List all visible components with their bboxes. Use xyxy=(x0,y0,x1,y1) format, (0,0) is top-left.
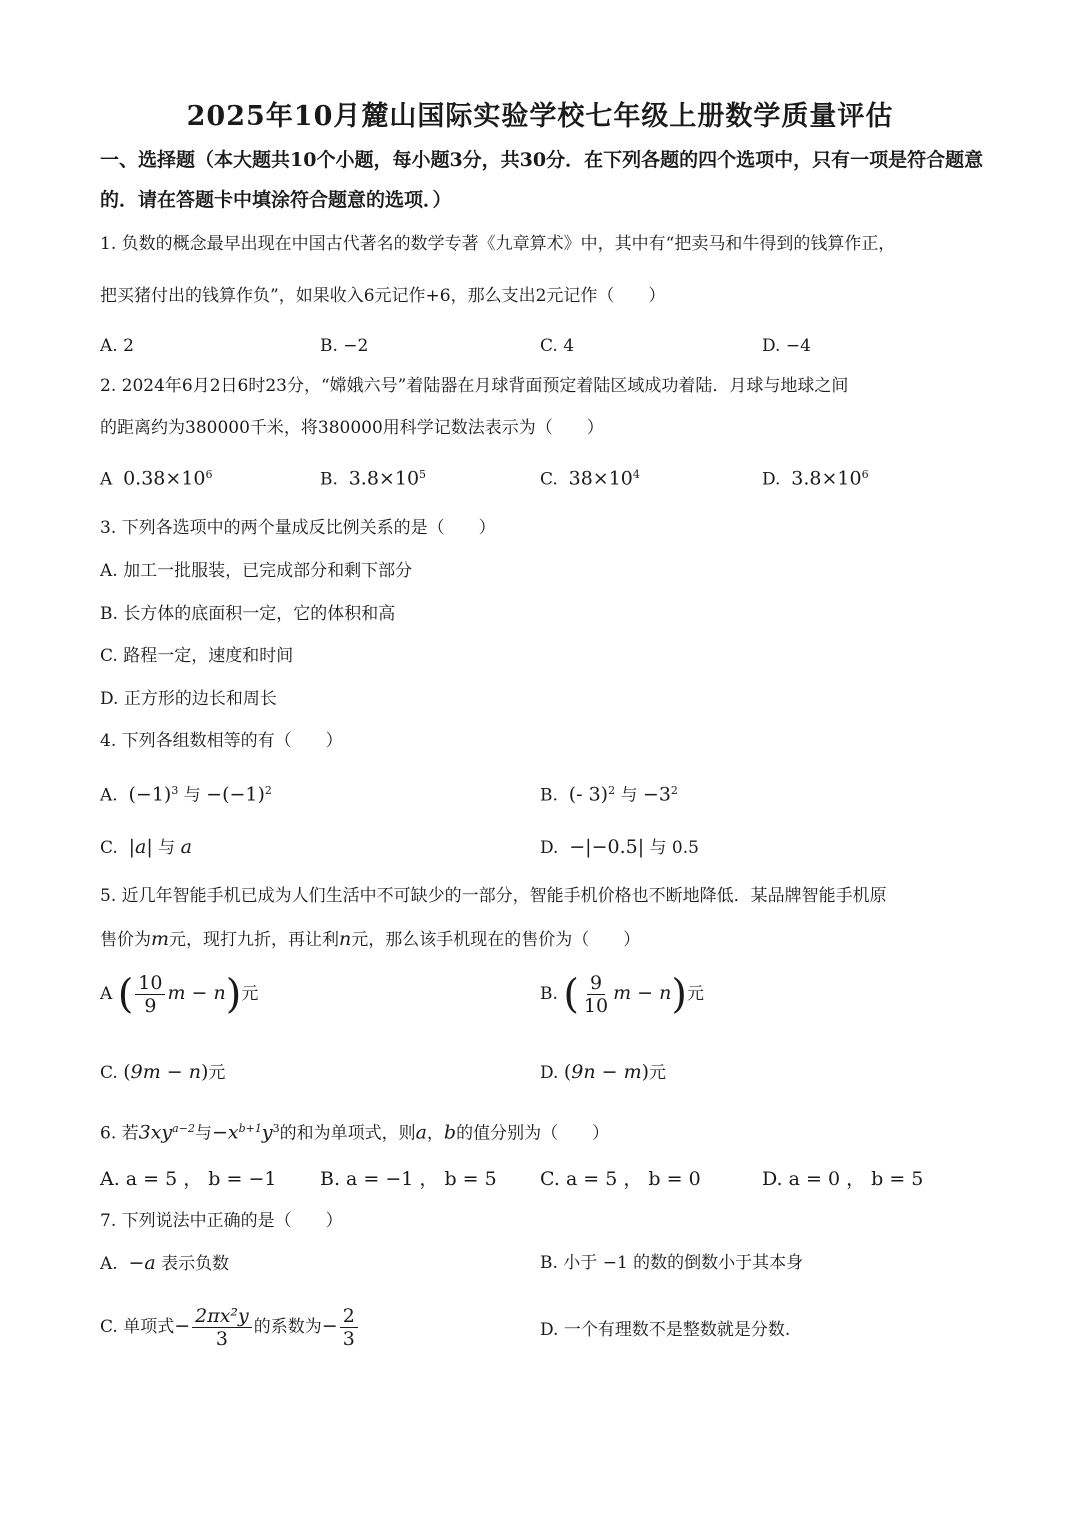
q4-option-b xyxy=(540,779,678,808)
q6-var-a: a xyxy=(415,1121,427,1144)
q2-b-label: B. xyxy=(320,469,338,490)
q2-d-value: 3.8×10 xyxy=(791,467,862,490)
q4-c-label: C. xyxy=(100,838,118,858)
q7-option-d: D. 一个有理数不是整数就是分数. xyxy=(540,1320,791,1340)
q5-d-expr: 9n − m xyxy=(571,1061,642,1083)
q5-c-expr: 9m − n xyxy=(130,1061,201,1083)
q4-a-expr-2: −(−1) xyxy=(206,783,265,806)
q7-option-c: C. 单项式− $\frac{\text{2πx²y}}{3}$ 的系数为− $\frac{2}{3}$ xyxy=(100,1305,360,1350)
question-5-line-1: 5. 近几年智能手机已成为人们生活中不可缺少的一部分，智能手机价格也不断地降低．某品牌智能手机原 xyxy=(100,886,887,906)
q5-option-d: D. (9n − m)元 xyxy=(540,1061,667,1083)
q6-option-a: A. a = 5 ， b = −1 xyxy=(100,1168,277,1190)
q2-a-value: 0.38×10 xyxy=(123,467,206,490)
q4-option-d xyxy=(540,835,699,860)
q5-b-fraction xyxy=(581,972,611,1017)
q5-b-rest: m − n xyxy=(613,982,672,1004)
q4-c-variable: a xyxy=(180,836,192,858)
q2-c-exponent: 4 xyxy=(632,468,640,481)
q6-term-2-y: y xyxy=(261,1121,273,1144)
q4-b-label: B. xyxy=(540,785,558,806)
q7-c-numerator-2: 2 xyxy=(340,1305,358,1328)
q4-d-label: D. xyxy=(540,838,559,858)
q4-a-exp-2: 2 xyxy=(264,784,272,797)
q7-a-text: 表示负数 xyxy=(161,1254,230,1274)
question-2-line-2: 的距离约为380000千米，将380000用科学记数法表示为（ ） xyxy=(100,418,604,438)
q4-b-connector: 与 xyxy=(620,785,638,806)
question-3-stem: 3. 下列各选项中的两个量成反比例关系的是（ ） xyxy=(100,518,496,538)
q5-a-fraction xyxy=(135,972,165,1017)
q2-option-a xyxy=(100,463,213,492)
q3-option-a: A. 加工一批服装，已完成部分和剩下部分 xyxy=(100,561,413,581)
q1-option-b: B. −2 xyxy=(320,336,369,356)
q5-var-m: m xyxy=(151,928,170,950)
q5-a-label: A xyxy=(100,984,113,1004)
q7-option-b: B. 小于 −1 的数的倒数小于其本身 xyxy=(540,1253,804,1273)
q4-b-expr-1: (- 3) xyxy=(568,783,609,806)
q2-d-exponent: 6 xyxy=(861,468,869,481)
q7-a-label: A. xyxy=(100,1254,118,1274)
q5-b-unit: 元 xyxy=(686,984,704,1004)
q5-d-unit: 元 xyxy=(649,1063,667,1083)
q5-b-label: B. xyxy=(540,984,558,1004)
q6-var-b: b xyxy=(443,1121,457,1144)
q4-a-connector: 与 xyxy=(183,785,201,806)
q7-c-label: C. 单项式 xyxy=(100,1317,175,1337)
section-heading: 一、选择题（本大题共10个小题，每小题3分，共30分．在下列各题的四个选项中，只有一项是符合题意的．请在答题卡中填涂符合题意的选项．） xyxy=(100,149,984,211)
q6-connector: 与 xyxy=(194,1123,212,1144)
q6-term-1: 3xy xyxy=(138,1121,173,1144)
q4-b-exp-1: 2 xyxy=(608,784,616,797)
q2-c-value: 38×10 xyxy=(568,467,633,490)
q4-d-connector: 与 xyxy=(649,838,667,858)
q2-b-value: 3.8×10 xyxy=(348,467,420,490)
q5-text-pre: 售价为 xyxy=(100,930,151,950)
q7-c-fraction-1 xyxy=(192,1305,252,1350)
q4-d-value: 0.5 xyxy=(671,838,699,858)
question-5-line-2 xyxy=(100,927,990,952)
q5-a-denominator: 9 xyxy=(144,995,157,1017)
q7-c-denominator: 3 xyxy=(215,1328,229,1350)
q7-c-denominator-2: 3 xyxy=(342,1328,355,1350)
q6-text-post: 的和为单项式，则 xyxy=(279,1123,416,1144)
q4-a-label: A. xyxy=(100,785,118,806)
q7-c-text: 的系数为 xyxy=(253,1317,322,1337)
q6-term-2-y-exp: 3 xyxy=(272,1122,280,1135)
q7-c-numerator: 2πx²y xyxy=(192,1305,252,1328)
q4-c-expr: |a| xyxy=(128,836,153,858)
q5-a-unit: 元 xyxy=(241,984,259,1004)
q4-d-expr: −|−0.5| xyxy=(569,836,645,858)
q2-a-exponent: 6 xyxy=(205,468,213,481)
q2-a-label: A xyxy=(100,469,113,490)
q7-c-fraction-2 xyxy=(340,1305,358,1350)
q5-d-label: D. xyxy=(540,1063,559,1083)
q4-b-exp-2: 2 xyxy=(670,784,678,797)
q6-option-c: C. a = 5 ， b = 0 xyxy=(540,1168,701,1190)
question-4-stem: 4. 下列各组数相等的有（ ） xyxy=(100,731,343,751)
q5-option-c: C. (9m − n)元 xyxy=(100,1061,226,1083)
q5-b-numerator: 9 xyxy=(587,972,605,995)
question-1-line-1: 1. 负数的概念最早出现在中国古代著名的数学专著《九章算术》中，其中有“把卖马和牛得到的钱算作正， xyxy=(100,234,896,254)
q6-option-d: D. a = 0 ， b = 5 xyxy=(762,1168,924,1190)
q6-term-2-exp: b+1 xyxy=(238,1122,262,1135)
q4-a-exp-1: 3 xyxy=(171,784,179,797)
question-1-line-2: 把买猪付出的钱算作负”，如果收入6元记作+6，那么支出2元记作（ ） xyxy=(100,286,666,306)
q3-option-b: B. 长方体的底面积一定，它的体积和高 xyxy=(100,604,396,624)
q7-option-a xyxy=(100,1251,229,1276)
q6-term-2: −x xyxy=(211,1121,239,1144)
q5-text-mid: 元，现打九折，再让利 xyxy=(169,930,340,950)
q3-option-d: D. 正方形的边长和周长 xyxy=(100,689,277,709)
q5-text-post: 元，那么该手机现在的售价为（ ） xyxy=(351,930,641,950)
q5-option-b: B. ( $\frac{9}{10}$ m − n)元 xyxy=(540,971,704,1018)
q5-a-numerator: 10 xyxy=(135,972,165,995)
q5-a-rest: m − n xyxy=(167,982,226,1004)
q6-text-pre: 6. 若 xyxy=(100,1123,139,1144)
question-6-stem xyxy=(100,1117,990,1146)
q4-option-c xyxy=(100,835,192,860)
q5-b-denominator: 10 xyxy=(583,995,609,1017)
q6-option-b: B. a = −1 ， b = 5 xyxy=(320,1168,497,1190)
q2-option-c xyxy=(540,463,640,492)
q4-a-expr-1: (−1) xyxy=(128,783,172,806)
q1-option-a: A. 2 xyxy=(100,336,134,356)
q6-separator: ， xyxy=(426,1123,444,1144)
q4-option-a xyxy=(100,779,272,808)
q4-b-expr-2: −3 xyxy=(642,783,671,806)
q2-b-exponent: 5 xyxy=(419,468,427,481)
q2-option-d xyxy=(762,463,869,492)
q2-d-label: D. xyxy=(762,469,781,490)
page-title: 2025年10月麓山国际实验学校七年级上册数学质量评估 xyxy=(186,101,894,132)
q6-term-1-exp: a−2 xyxy=(172,1122,195,1135)
q5-c-unit: 元 xyxy=(208,1063,226,1083)
q5-var-n: n xyxy=(339,928,352,950)
q2-option-b xyxy=(320,463,426,492)
q5-c-label: C. xyxy=(100,1063,118,1083)
q1-option-c: C. 4 xyxy=(540,336,575,356)
q7-a-expr: −a xyxy=(128,1252,156,1274)
q6-text-end: 的值分别为（ ） xyxy=(456,1123,610,1144)
q3-option-c: C. 路程一定，速度和时间 xyxy=(100,646,294,666)
q4-c-connector: 与 xyxy=(158,838,176,858)
q2-c-label: C. xyxy=(540,469,558,490)
question-2-line-1: 2. 2024年6月2日6时23分，“嫦娥六号”着陆器在月球背面预定着陆区域成功着陆．月球与地球之间 xyxy=(100,376,849,396)
q1-option-d: D. −4 xyxy=(762,336,811,356)
question-7-stem: 7. 下列说法中正确的是（ ） xyxy=(100,1211,343,1231)
q5-option-a: A ( $\frac{10}{9}$ m − n)元 xyxy=(100,971,259,1018)
